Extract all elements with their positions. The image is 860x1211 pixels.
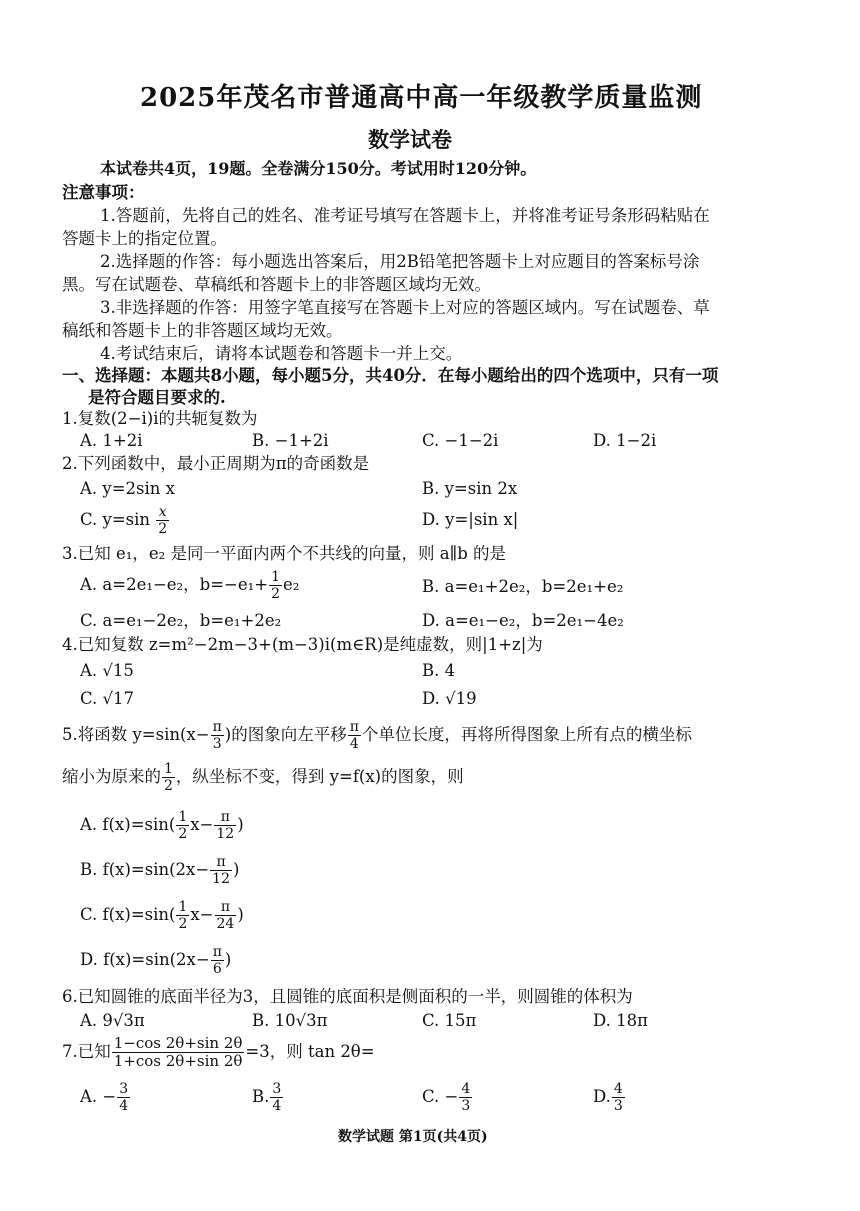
q4-option-d: D. √19	[422, 689, 477, 708]
q5-b-den: 12	[212, 871, 230, 887]
note-1a: 1.答题前，先将自己的姓名、准考证号填写在答题卡上，并将准考证号条形码粘贴在	[100, 206, 710, 225]
q3-option-d: D. a=e₁−e₂，b=2e₁−4e₂	[422, 611, 624, 630]
q3-stem: 3.已知 e₁，e₂ 是同一平面内两个不共线的向量，则 a∥b 的是	[62, 544, 507, 563]
q2-option-c	[80, 505, 170, 536]
q5-c-pi: π	[215, 900, 237, 916]
q5-option-d	[80, 945, 231, 976]
q5-a-x: x−	[190, 815, 214, 834]
exam-info: 本试卷共4页，19题。全卷满分150分。考试用时120分钟。	[100, 159, 537, 178]
q7-a-fraction	[117, 1082, 130, 1113]
q1-option-d: D. 1−2i	[593, 431, 657, 450]
q2-option-d: D. y=|sin x|	[422, 510, 519, 529]
q3-option-a	[80, 570, 299, 601]
q7-b-prefix: B.	[252, 1087, 270, 1106]
note-2b: 黑。写在试题卷、草稿纸和答题卡上的非答题区域均无效。	[62, 275, 491, 294]
q5-pi-1: π	[212, 719, 222, 735]
q5-line2-prefix: 缩小为原来的	[62, 767, 161, 786]
q2-option-a: A. y=2sin x	[80, 479, 175, 498]
q5-d-pi: π	[212, 944, 222, 960]
note-3b: 稿纸和答题卡上的非答题区域均无效。	[62, 321, 343, 340]
q1-option-c: C. −1−2i	[422, 431, 499, 450]
q7-c-prefix: C. −	[422, 1087, 459, 1106]
q3-option-a-prefix: A. a=2e₁−e₂，b=−e₁+	[80, 575, 269, 594]
q5-a-pi: π	[214, 810, 236, 826]
note-4: 4.考试结束后，请将本试题卷和答题卡一并上交。	[100, 344, 463, 363]
q3-option-b: B. a=e₁+2e₂，b=2e₁+e₂	[422, 577, 624, 596]
q3-a-den: 2	[271, 586, 280, 602]
q7-d-fraction	[612, 1082, 625, 1113]
q7-numerator: 1−cos 2θ+sin 2θ	[113, 1034, 243, 1052]
q7-fraction	[112, 1036, 245, 1069]
q5-pi-2: π	[349, 719, 359, 735]
q5-b-pi-frac	[210, 855, 232, 886]
q5-one: 1	[164, 761, 173, 777]
note-1b: 答题卡上的指定位置。	[62, 229, 227, 248]
q7-stem	[62, 1036, 375, 1069]
q4-option-c: C. √17	[80, 689, 135, 708]
q7-c-fraction	[459, 1082, 472, 1113]
q5-stem-post: 个单位长度，再将所得图象上所有点的横坐标	[361, 725, 692, 744]
q5-stem-prefix: 5.将函数 y=sin(x−	[62, 725, 210, 744]
q2-c-num: x	[156, 505, 169, 521]
q7-c-den: 3	[461, 1098, 471, 1114]
q5-d-den: 6	[212, 961, 222, 977]
q5-two: 2	[164, 778, 173, 794]
q5-pi-over-4	[348, 720, 361, 751]
q5-b-prefix: B. f(x)=sin(2x−	[80, 860, 210, 879]
q2-stem: 2.下列函数中，最小正周期为π的奇函数是	[62, 454, 370, 473]
q7-b-num: 3	[272, 1081, 282, 1097]
q5-stem-mid: )的图象向左平移	[224, 725, 347, 744]
note-2a: 2.选择题的作答：每小题选出答案后，用2B铅笔把答题卡上对应题目的答案标号涂	[100, 252, 700, 271]
q5-option-b	[80, 855, 239, 886]
q2-option-c-fraction	[156, 505, 169, 536]
q7-c-num: 4	[461, 1081, 471, 1097]
q7-a-num: 3	[119, 1081, 129, 1097]
q2-option-b: B. y=sin 2x	[422, 479, 518, 498]
q5-line2-post: ，纵坐标不变，得到 y=f(x)的图象，则	[175, 767, 464, 786]
q5-a-close: )	[237, 815, 244, 834]
q5-b-close: )	[233, 860, 240, 879]
q7-d-num: 4	[613, 1081, 623, 1097]
q5-option-a	[80, 810, 244, 841]
q5-d-close: )	[224, 950, 232, 969]
q5-option-c	[80, 900, 244, 931]
q5-a-one: 1	[178, 809, 188, 825]
q5-c-x: x−	[190, 905, 214, 924]
q5-one-half	[162, 762, 175, 793]
section-heading-1: 一、选择题：本题共8小题，每小题5分，共40分．在每小题给出的四个选项中，只有一项	[62, 366, 719, 385]
q5-three: 3	[212, 736, 222, 752]
q7-option-d	[593, 1082, 626, 1113]
q1-option-a: A. 1+2i	[80, 431, 143, 450]
q3-a-num: 1	[271, 569, 280, 585]
q7-denominator: 1+cos 2θ+sin 2θ	[113, 1052, 243, 1070]
q7-b-den: 4	[272, 1098, 282, 1114]
q2-option-c-prefix: C. y=sin	[80, 510, 151, 529]
page-footer: 数学试题 第1页(共4页)	[338, 1129, 488, 1145]
q7-a-prefix: A. −	[80, 1087, 117, 1106]
q5-a-pi-frac	[214, 810, 236, 841]
q5-a-two: 2	[178, 826, 188, 842]
q7-stem-post: =3，则 tan 2θ=	[245, 1042, 375, 1061]
q7-d-prefix: D.	[593, 1087, 611, 1106]
q6-option-d: D. 18π	[593, 1011, 648, 1030]
q5-c-two: 2	[178, 916, 188, 932]
q4-option-b: B. 4	[422, 661, 456, 680]
exam-subtitle: 数学试卷	[368, 127, 452, 152]
q1-stem: 1.复数(2−i)i的共轭复数为	[62, 409, 258, 428]
q7-stem-prefix: 7.已知	[62, 1042, 111, 1061]
note-3a: 3.非选择题的作答：用签字笔直接写在答题卡上对应的答题区域内。写在试题卷、草	[100, 298, 710, 317]
q7-d-den: 3	[613, 1098, 623, 1114]
q2-c-den: 2	[158, 521, 168, 537]
q5-c-one: 1	[178, 899, 188, 915]
q3-option-a-suffix: e₂	[283, 575, 300, 594]
q6-option-a: A. 9√3π	[80, 1011, 145, 1030]
q7-option-b	[252, 1082, 284, 1113]
q5-pi-over-3	[211, 720, 224, 751]
q3-option-c: C. a=e₁−2e₂，b=e₁+2e₂	[80, 611, 282, 630]
q5-b-pi: π	[210, 855, 232, 871]
q5-four: 4	[349, 736, 359, 752]
q5-c-prefix: C. f(x)=sin(	[80, 905, 176, 924]
q3-option-a-fraction	[269, 570, 282, 601]
q5-c-pi-frac	[215, 900, 237, 931]
q5-stem-line1	[62, 720, 692, 751]
q5-d-prefix: D. f(x)=sin(2x−	[80, 950, 210, 969]
q5-c-den: 24	[216, 916, 235, 932]
q4-stem: 4.已知复数 z=m²−2m−3+(m−3)i(m∈R)是纯虚数，则|1+z|为	[62, 635, 543, 654]
q5-stem-line2	[62, 762, 464, 793]
q5-c-close: )	[237, 905, 244, 924]
q5-a-den: 12	[216, 826, 235, 842]
q5-d-pi-frac	[211, 945, 224, 976]
q7-option-a	[80, 1082, 131, 1113]
q7-option-c	[422, 1082, 473, 1113]
exam-title: 2025年茂名市普通高中高一年级教学质量监测	[140, 83, 703, 113]
q5-c-half	[176, 900, 189, 931]
q1-option-b: B. −1+2i	[252, 431, 329, 450]
q6-stem: 6.已知圆锥的底面半径为3，且圆锥的底面积是侧面积的一半，则圆锥的体积为	[62, 987, 633, 1006]
q5-a-prefix: A. f(x)=sin(	[80, 815, 176, 834]
q6-option-b: B. 10√3π	[252, 1011, 328, 1030]
notes-heading: 注意事项：	[62, 183, 145, 202]
q4-option-a: A. √15	[80, 661, 134, 680]
section-heading-2: 是符合题目要求的.	[88, 388, 226, 407]
q7-b-fraction	[270, 1082, 283, 1113]
q6-option-c: C. 15π	[422, 1011, 477, 1030]
q7-a-den: 4	[119, 1098, 129, 1114]
q5-a-half	[176, 810, 189, 841]
